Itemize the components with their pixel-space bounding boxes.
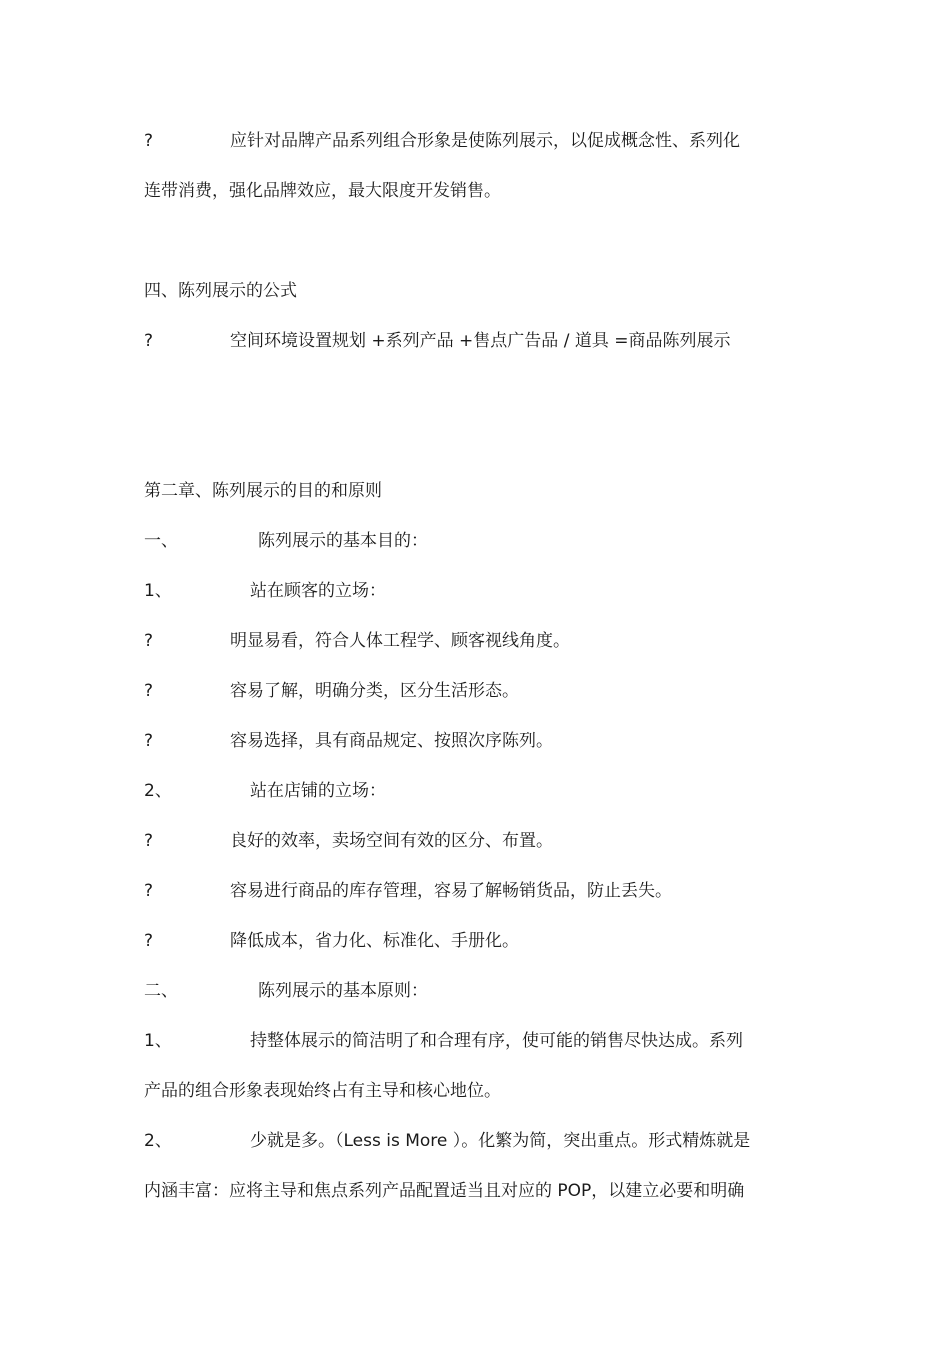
heading-text: 站在店铺的立场： xyxy=(250,781,386,801)
line-text: 容易进行商品的库存管理，容易了解畅销货品，防止丢失。 xyxy=(230,881,672,901)
bullet-marker: ? xyxy=(144,731,154,751)
line-text: 持整体展示的简洁明了和合理有序，使可能的销售尽快达成。系列 xyxy=(250,1031,743,1051)
heading-text: 站在顾客的立场： xyxy=(250,581,386,601)
line-text: 容易了解，明确分类，区分生活形态。 xyxy=(230,681,519,701)
section-number: 二、 xyxy=(144,981,178,1001)
bullet-marker: ? xyxy=(144,681,154,701)
heading-text: 四、陈列展示的公式 xyxy=(144,281,297,301)
line-text: 产品的组合形象表现始终占有主导和核心地位。 xyxy=(144,1081,501,1101)
heading-text: 陈列展示的基本目的： xyxy=(258,531,428,551)
section-number: 一、 xyxy=(144,531,178,551)
bullet-marker: ? xyxy=(144,831,154,851)
line-text: 空间环境设置规划 +系列产品 +售点广告品 / 道具 =商品陈列展示 xyxy=(230,331,731,351)
bullet-marker: ? xyxy=(144,331,154,351)
subsection-number: 1、 xyxy=(144,581,172,601)
bullet-marker: ? xyxy=(144,931,154,951)
bullet-marker: ? xyxy=(144,881,154,901)
bullet-marker: ? xyxy=(144,631,154,651)
item-number: 1、 xyxy=(144,1031,172,1051)
item-number: 2、 xyxy=(144,1131,172,1151)
line-text: 内涵丰富：应将主导和焦点系列产品配置适当且对应的 POP，以建立必要和明确 xyxy=(144,1181,745,1201)
line-text: 明显易看，符合人体工程学、顾客视线角度。 xyxy=(230,631,570,651)
line-text: 少就是多。（Less is More ）。化繁为简，突出重点。形式精炼就是 xyxy=(250,1131,751,1151)
line-text: 连带消费，强化品牌效应，最大限度开发销售。 xyxy=(144,181,501,201)
heading-text: 第二章、陈列展示的目的和原则 xyxy=(144,481,382,501)
line-text: 降低成本，省力化、标准化、手册化。 xyxy=(230,931,519,951)
line-text: 容易选择，具有商品规定、按照次序陈列。 xyxy=(230,731,553,751)
line-text: 良好的效率，卖场空间有效的区分、布置。 xyxy=(230,831,553,851)
heading-text: 陈列展示的基本原则： xyxy=(258,981,428,1001)
subsection-number: 2、 xyxy=(144,781,172,801)
bullet-marker: ? xyxy=(144,131,154,151)
line-text: 应针对品牌产品系列组合形象是使陈列展示，以促成概念性、系列化 xyxy=(230,131,740,151)
